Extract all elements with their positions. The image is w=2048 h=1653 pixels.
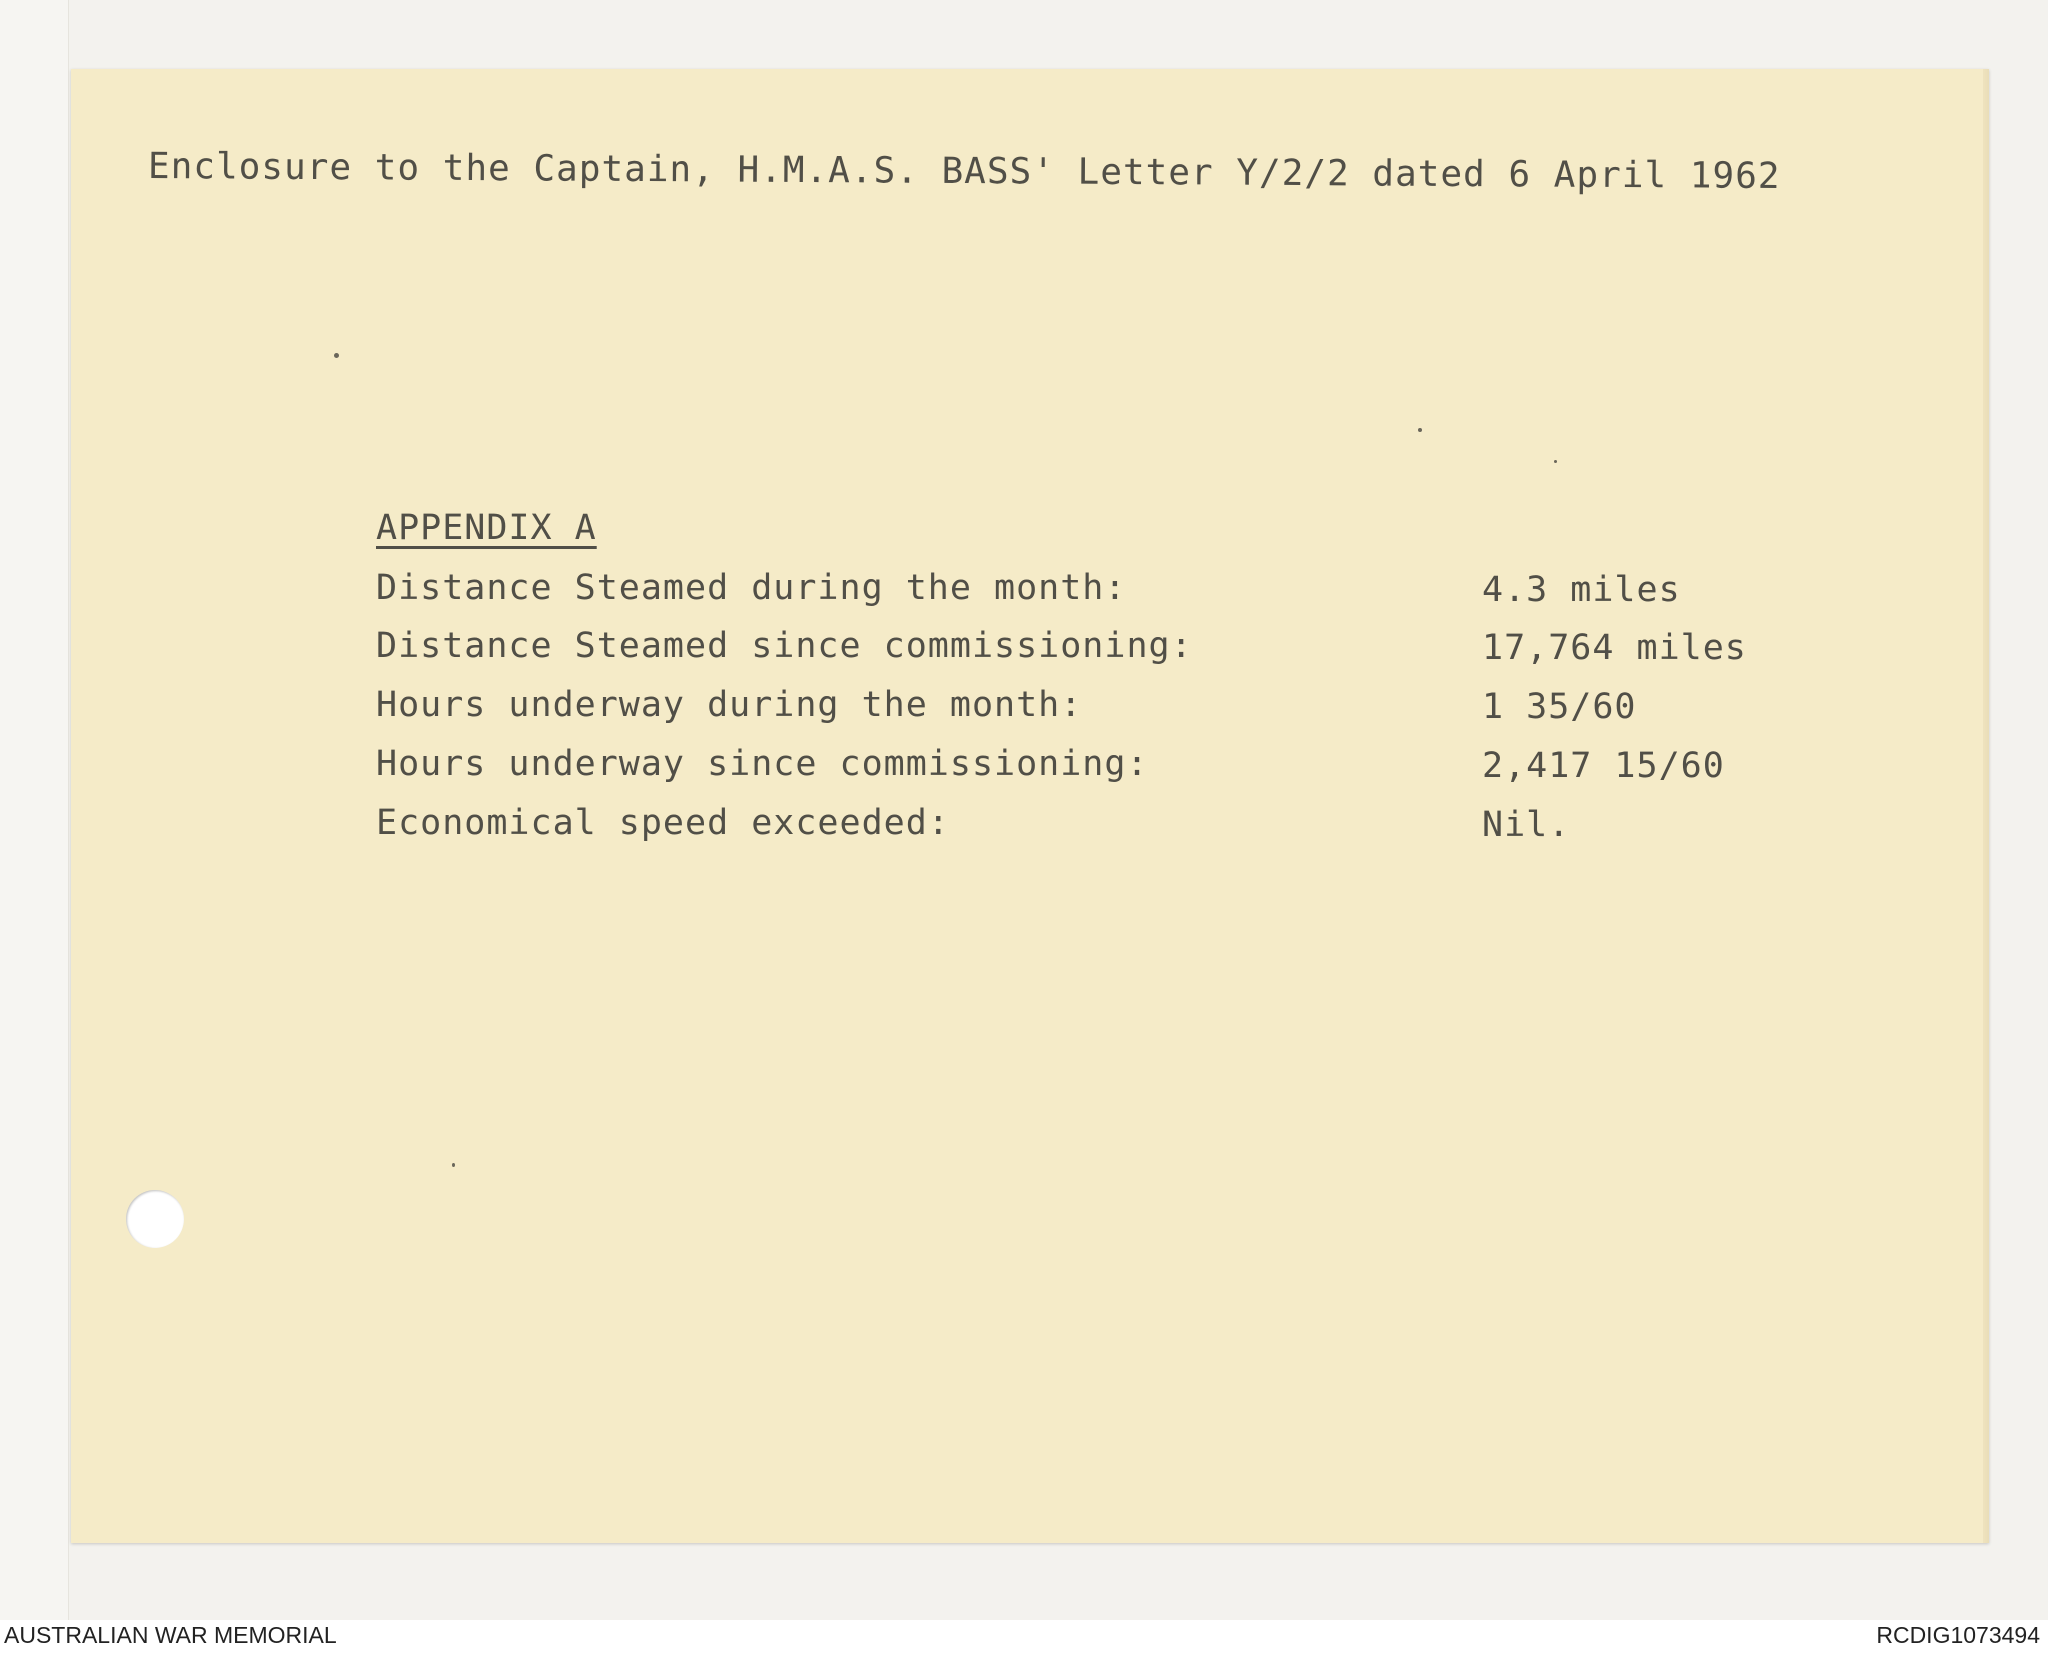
row-label-hours-commissioning: Hours underway since commissioning: [376,744,1149,784]
paper-speck [1418,428,1422,432]
row-label-economical-speed: Economical speed exceeded: [376,803,950,843]
punch-hole [126,1190,184,1248]
paper-speck [1554,460,1557,463]
paper-speck [452,1163,455,1167]
footer-institution: AUSTRALIAN WAR MEMORIAL [4,1622,337,1648]
scan-left-margin [0,0,69,1620]
document-page-edge [1983,69,1989,1543]
footer-bar [0,1620,2048,1653]
row-label-distance-month: Distance Steamed during the month: [376,568,1127,608]
row-value-economical-speed: Nil. [1482,805,1571,845]
appendix-title: APPENDIX A [376,508,597,548]
document-page [71,69,1989,1543]
row-value-distance-commissioning: 17,764 miles [1482,628,1747,668]
row-label-hours-month: Hours underway during the month: [376,685,1083,725]
footer-record-id: RCDIG1073494 [1876,1622,2040,1648]
row-label-distance-commissioning: Distance Steamed since commissioning: [376,626,1193,666]
row-value-distance-month: 4.3 miles [1482,570,1681,610]
paper-speck [334,353,339,358]
enclosure-header: Enclosure to the Captain, H.M.A.S. BASS' Letter Y/2/2 dated 6 April 1962 [147,146,1781,197]
row-value-hours-month: 1 35/60 [1482,687,1637,727]
row-value-hours-commissioning: 2,417 15/60 [1482,746,1725,786]
